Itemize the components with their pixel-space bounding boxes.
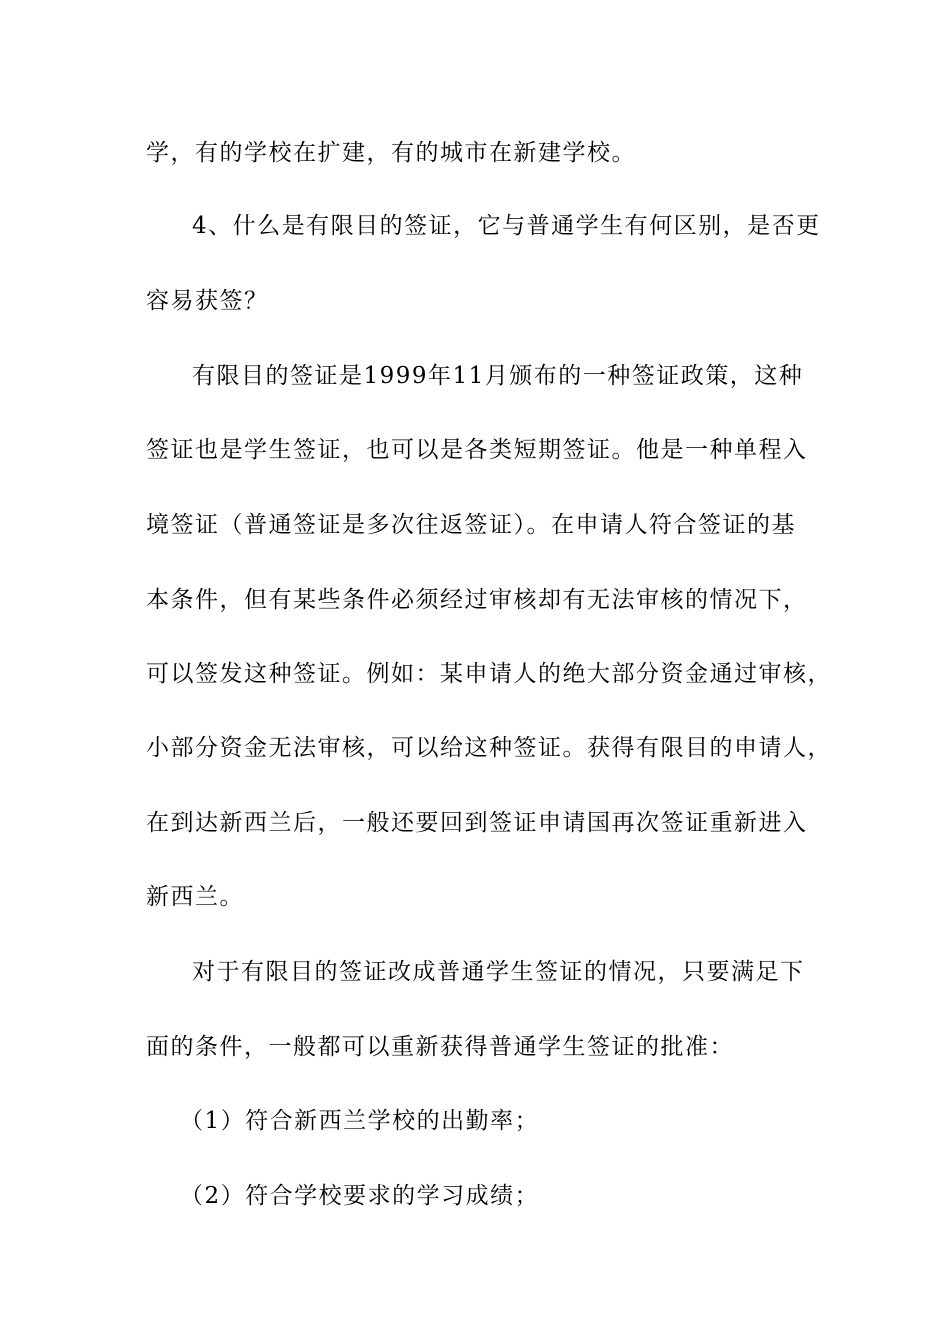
text-line: 小部分资金无法审核，可以给这种签证。获得有限目的申请人， — [146, 735, 832, 761]
text-line: 签证也是学生签证，也可以是各类短期签证。他是一种单程入 — [146, 437, 808, 463]
text-line: 本条件，但有某些条件必须经过审核却有无法审核的情况下， — [146, 587, 808, 613]
question-heading: 4、什么是有限目的签证，它与普通学生有何区别，是否更 — [192, 213, 821, 239]
list-item: （2）符合学校要求的学习成绩； — [180, 1183, 540, 1209]
text-line: 学，有的学校在扩建，有的城市在新建学校。 — [146, 140, 636, 166]
paragraph-start: 对于有限目的签证改成普通学生签证的情况，只要满足下 — [192, 959, 805, 985]
text-line: 境签证（普通签证是多次往返签证）。在申请人符合签证的基 — [146, 512, 796, 538]
paragraph-start: 有限目的签证是1999年11月颁布的一种签证政策，这种 — [192, 363, 804, 389]
text-line: 面的条件，一般都可以重新获得普通学生签证的批准： — [146, 1034, 734, 1060]
text-line: 新西兰。 — [146, 884, 244, 910]
text-line: 在到达新西兰后，一般还要回到签证申请国再次签证重新进入 — [146, 810, 808, 836]
text-line: 可以签发这种签证。例如：某申请人的绝大部分资金通过审核， — [146, 661, 832, 687]
text-line: 容易获签？ — [146, 288, 269, 314]
list-item: （1）符合新西兰学校的出勤率； — [180, 1108, 540, 1134]
